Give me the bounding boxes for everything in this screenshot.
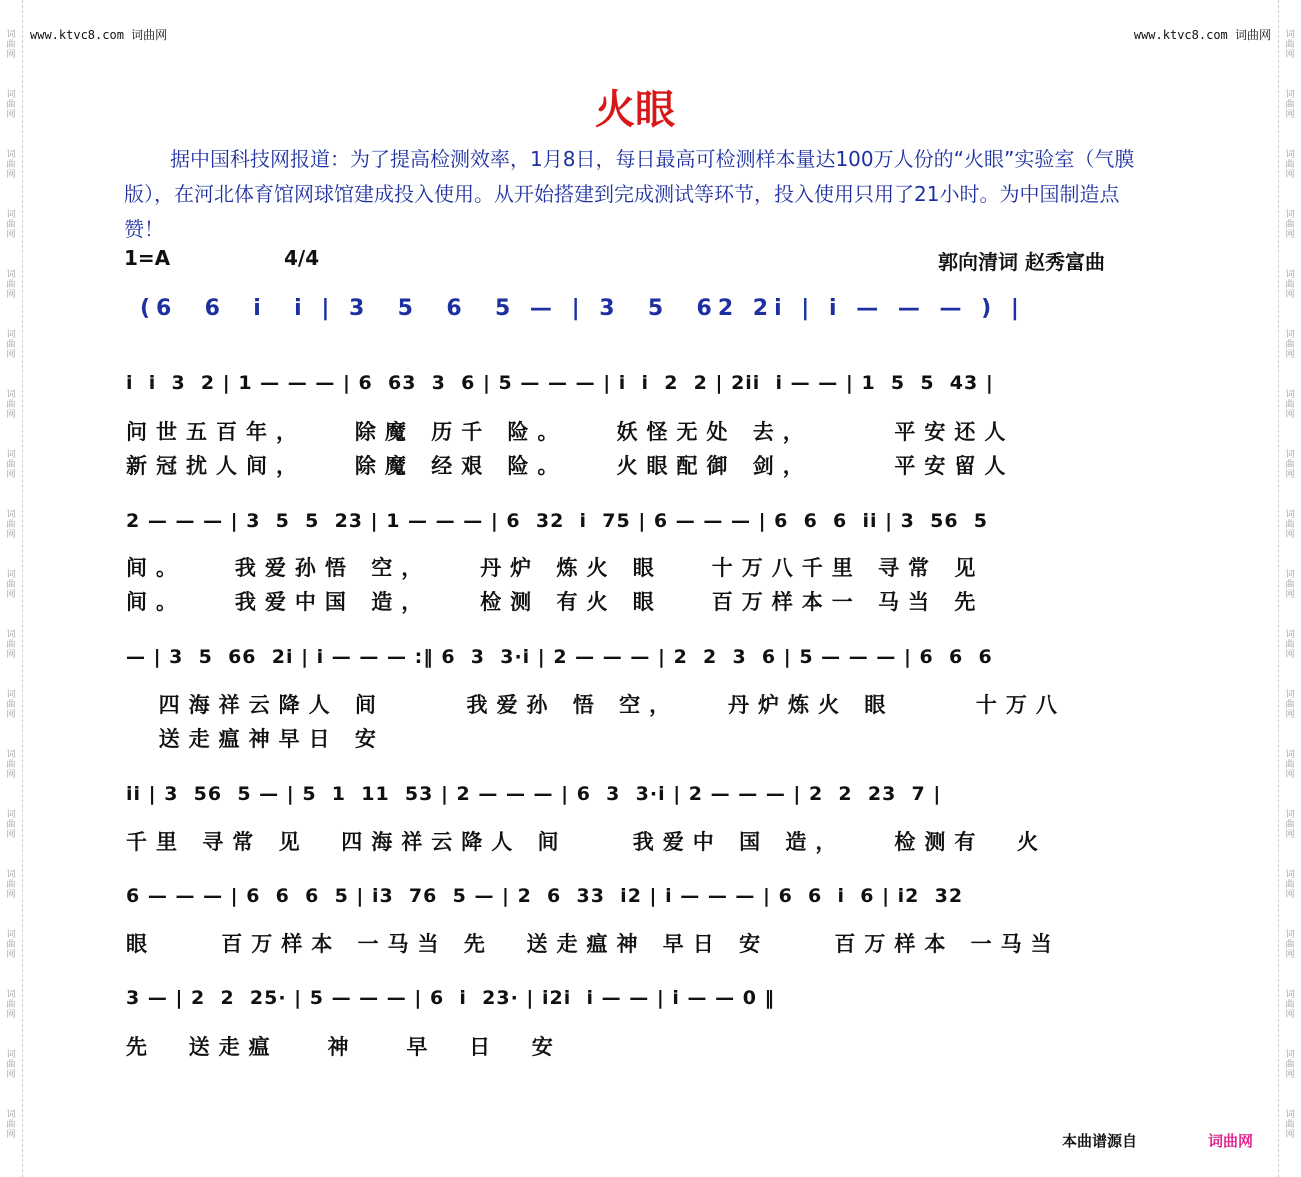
notation-line: — | 3 5 66 2i | i — — — :‖ 6 3 3·i | 2 — — — | 2 2 3 6 | 5 — — — | 6 6 6 bbox=[126, 646, 993, 668]
notation-line: ii | 3 56 5 — | 5 1 11 53 | 2 — — — | 6 3 3·i | 2 — — — | 2 2 23 7 | bbox=[126, 783, 942, 805]
side-watermark-text: 词 曲 网 bbox=[6, 30, 16, 60]
side-watermark-text: 词 曲 网 bbox=[1285, 330, 1295, 360]
side-watermark-text: 词 曲 网 bbox=[1285, 450, 1295, 480]
side-watermark-text: 词 曲 网 bbox=[1285, 690, 1295, 720]
song-title: 火眼 bbox=[595, 87, 675, 133]
header-watermark-right: www.ktvc8.com 词曲网 bbox=[1133, 28, 1271, 42]
side-watermark-text: 词 曲 网 bbox=[1285, 810, 1295, 840]
time-signature: 4/4 bbox=[284, 246, 320, 270]
lyrics-verse-1: 眼 百万样本 一马当 先 送走瘟神 早日 安 百万样本 一马当 bbox=[126, 932, 1061, 956]
side-watermark-text: 词 曲 网 bbox=[6, 210, 16, 240]
side-watermark-text: 词 曲 网 bbox=[1285, 630, 1295, 660]
side-watermark-text: 词 曲 网 bbox=[6, 90, 16, 120]
side-watermark-text: 词 曲 网 bbox=[1285, 270, 1295, 300]
lyrics-verse-2: 送走瘟神早日 安 bbox=[126, 727, 385, 751]
side-watermark-text: 词 曲 网 bbox=[1285, 990, 1295, 1020]
side-watermark-text: 词 曲 网 bbox=[6, 450, 16, 480]
side-watermark-text: 词 曲 网 bbox=[6, 570, 16, 600]
side-watermark-text: 词 曲 网 bbox=[1285, 870, 1295, 900]
side-watermark-text: 词 曲 网 bbox=[1285, 1110, 1295, 1140]
side-watermark-text: 词 曲 网 bbox=[1285, 390, 1295, 420]
lyrics-verse-1: 先 送走瘟 神 早 日 安 bbox=[126, 1035, 562, 1059]
side-watermark-text: 词 曲 网 bbox=[6, 330, 16, 360]
intro-notation: (6 6 i i | 3 5 6 5 — | 3 5 62 2i | i — — — ) | bbox=[140, 296, 1025, 321]
notation-line: 6 — — — | 6 6 6 5 | i3 76 5 — | 2 6 33 i2 | i — — — | 6 6 i 6 | i2 32 bbox=[126, 885, 964, 907]
side-watermark-text: 词 曲 网 bbox=[6, 810, 16, 840]
side-watermark-text: 词 曲 网 bbox=[6, 390, 16, 420]
side-watermark-text: 词 曲 网 bbox=[6, 150, 16, 180]
side-watermark-text: 词 曲 网 bbox=[6, 1050, 16, 1080]
key-signature: 1=A bbox=[124, 246, 171, 270]
side-watermark-text: 词 曲 网 bbox=[6, 690, 16, 720]
footer-brand-link[interactable]: 词曲网 bbox=[1208, 1132, 1254, 1150]
side-watermark-text: 词 曲 网 bbox=[6, 630, 16, 660]
side-watermark-text: 词 曲 网 bbox=[1285, 930, 1295, 960]
song-credits: 郭向清词 赵秀富曲 bbox=[938, 250, 1105, 274]
side-watermark-text: 词 曲 网 bbox=[6, 990, 16, 1020]
right-watermark-strip bbox=[1278, 0, 1301, 1177]
lyrics-verse-1: 千里 寻常 见 四海祥云降人 间 我爱中 国 造， 检测有 火 bbox=[126, 830, 1047, 854]
lyrics-verse-1: 四海祥云降人 间 我爱孙 悟 空， 丹炉炼火 眼 十万八 bbox=[126, 693, 1066, 717]
notation-line: 3 — | 2 2 25· | 5 — — — | 6 i 23· | i2i i — — | i — — 0 ‖ bbox=[126, 987, 776, 1009]
side-watermark-text: 词 曲 网 bbox=[1285, 90, 1295, 120]
side-watermark-text: 词 曲 网 bbox=[6, 1110, 16, 1140]
footer-source-label: 本曲谱源自 bbox=[1062, 1132, 1138, 1150]
intro-paragraph: 据中国科技网报道：为了提高检测效率，1月8日，每日最高可检测样本量达100万人份的“火眼”实验室（气膜版），在河北体育馆网球馆建成投入使用。从开始搭建到完成测试等环节，投入使用只用了21小时。为中国制造点赞！ bbox=[124, 147, 1135, 241]
side-watermark-text: 词 曲 网 bbox=[1285, 150, 1295, 180]
side-watermark-text: 词 曲 网 bbox=[6, 270, 16, 300]
header-watermark-left: www.ktvc8.com 词曲网 bbox=[30, 28, 168, 42]
side-watermark-text: 词 曲 网 bbox=[1285, 210, 1295, 240]
side-watermark-text: 词 曲 网 bbox=[6, 930, 16, 960]
side-watermark-text: 词 曲 网 bbox=[6, 870, 16, 900]
lyrics-verse-1: 间。 我爱孙悟 空， 丹炉 炼火 眼 十万八千里 寻常 见 bbox=[126, 556, 985, 580]
side-watermark-text: 词 曲 网 bbox=[6, 510, 16, 540]
side-watermark-text: 词 曲 网 bbox=[6, 750, 16, 780]
side-watermark-text: 词 曲 网 bbox=[1285, 510, 1295, 540]
lyrics-verse-2: 间。 我爱中国 造， 检测 有火 眼 百万样本一 马当 先 bbox=[126, 590, 985, 614]
side-watermark-text: 词 曲 网 bbox=[1285, 1050, 1295, 1080]
side-watermark-text: 词 曲 网 bbox=[1285, 30, 1295, 60]
notation-line: i i 3 2 | 1 — — — | 6 63 3 6 | 5 — — — | i i 2 2 | 2ii i — — | 1 5 5 43 | bbox=[126, 372, 994, 394]
side-watermark-text: 词 曲 网 bbox=[1285, 570, 1295, 600]
lyrics-verse-2: 新冠扰人间， 除魔 经艰 险。 火眼配御 剑， 平安留人 bbox=[126, 454, 1015, 478]
lyrics-verse-1: 问世五百年， 除魔 历千 险。 妖怪无处 去， 平安还人 bbox=[126, 420, 1015, 444]
side-watermark-text: 词 曲 网 bbox=[1285, 750, 1295, 780]
left-watermark-strip bbox=[0, 0, 23, 1177]
notation-line: 2 — — — | 3 5 5 23 | 1 — — — | 6 32 i 75 | 6 — — — | 6 6 6 ii | 3 56 5 bbox=[126, 510, 989, 532]
